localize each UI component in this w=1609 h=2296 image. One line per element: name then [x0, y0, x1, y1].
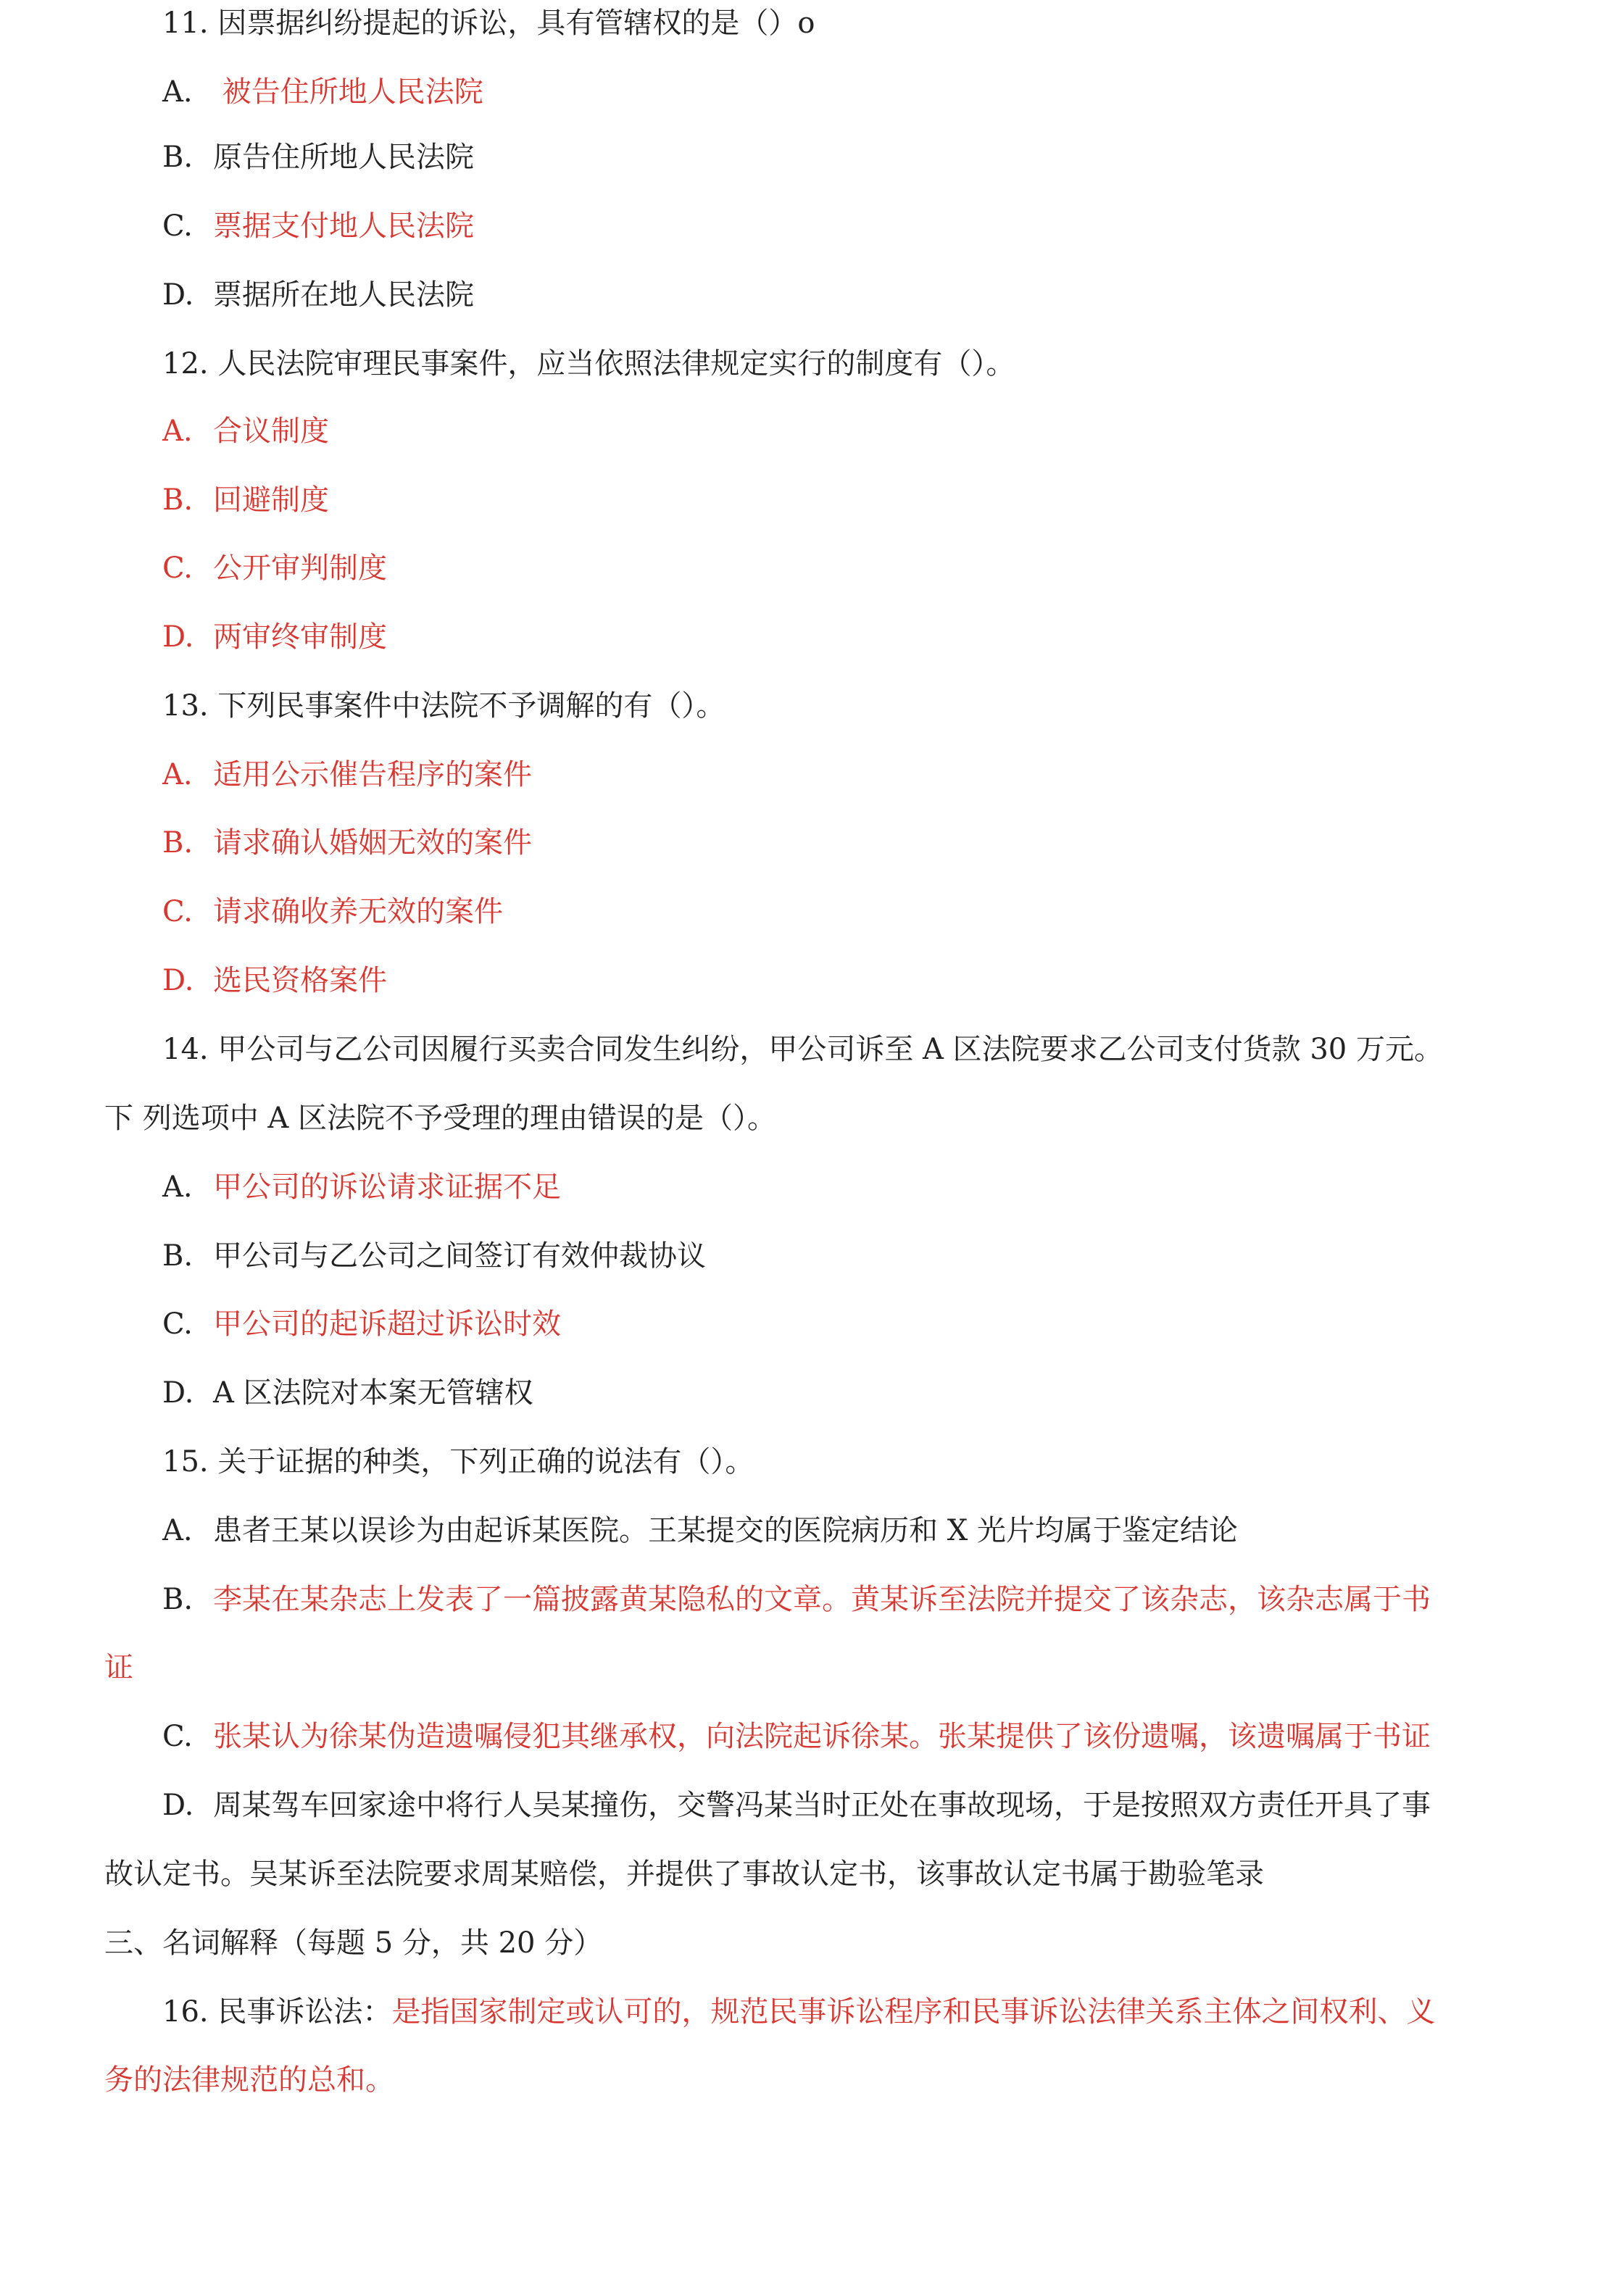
q13-option-a-text: 适用公示催告程序的案件	[213, 758, 532, 791]
q14-option-c-text: 甲公司的起诉超过诉讼时效	[213, 1307, 561, 1341]
q11-option-a-text: 被告住所地人民法院	[213, 75, 483, 109]
q14-option-b-text: 甲公司与乙公司之间签订有效仲裁协议	[213, 1239, 706, 1273]
q16-line1	[162, 1995, 1435, 2029]
q13-option-d-text: 选民资格案件	[213, 964, 387, 997]
q11-question: 11. 因票据纠纷提起的诉讼，具有管辖权的是（）o	[162, 7, 815, 40]
q13-option-a-letter: A.	[162, 758, 193, 791]
q14-option-c-letter: C.	[162, 1307, 193, 1341]
q13-option-a	[162, 757, 532, 792]
q11-option-d-letter: D.	[162, 278, 194, 312]
q15-question: 15. 关于证据的种类，下列正确的说法有（）。	[162, 1445, 754, 1478]
q11-option-a-letter: A.	[162, 75, 193, 109]
q11-option-c	[162, 209, 474, 244]
section-3-heading: 三、名词解释（每题 5 分，共 20 分）	[104, 1926, 603, 1960]
q12-option-d-text: 两审终审制度	[213, 620, 387, 654]
q15-option-b	[162, 1582, 1431, 1617]
q15-option-b-continuation: 证	[104, 1651, 133, 1684]
q15-option-c-letter: C.	[162, 1720, 193, 1753]
q13-option-c	[162, 894, 503, 929]
q12-option-a-letter: A.	[162, 415, 193, 448]
q12-option-c-letter: C.	[162, 552, 193, 585]
q15-option-b-text: 李某在某杂志上发表了一篇披露黄某隐私的文章。黄某诉至法院并提交了该杂志，该杂志属于书	[213, 1583, 1431, 1616]
q15-option-d-continuation: 故认定书。吴某诉至法院要求周某赔偿，并提供了事故认定书，该事故认定书属于勘验笔录	[104, 1858, 1264, 1891]
q15-option-d	[162, 1788, 1431, 1823]
q14-question-line2: 下 列选项中 A 区法院不予受理的理由错误的是（）。	[104, 1102, 777, 1135]
q16-term: 16. 民事诉讼法：	[162, 1995, 392, 2029]
q14-option-d-letter: D.	[162, 1376, 194, 1410]
q15-option-b-letter: B.	[162, 1583, 194, 1616]
q13-option-c-letter: C.	[162, 895, 193, 928]
q12-option-b-letter: B.	[162, 483, 194, 517]
q14-option-b	[162, 1239, 706, 1273]
q12-option-c-text: 公开审判制度	[213, 552, 387, 585]
q12-option-c	[162, 551, 387, 586]
q13-option-b-text: 请求确认婚姻无效的案件	[213, 826, 532, 860]
q13-option-d	[162, 963, 387, 998]
q12-option-b	[162, 483, 329, 517]
q12-question: 12. 人民法院审理民事案件，应当依照法律规定实行的制度有（）。	[162, 347, 1015, 380]
q15-option-a-letter: A.	[162, 1514, 193, 1547]
q15-option-c-text: 张某认为徐某伪造遗嘱侵犯其继承权，向法院起诉徐某。张某提供了该份遗嘱，该遗嘱属于书证	[213, 1720, 1431, 1753]
q12-option-a-text: 合议制度	[213, 415, 329, 448]
q13-question: 13. 下列民事案件中法院不予调解的有（）。	[162, 689, 725, 723]
q16-definition: 是指国家制定或认可的，规范民事诉讼程序和民事诉讼法律关系主体之间权利、义	[391, 1995, 1436, 2029]
q15-option-a-text: 患者王某以误诊为由起诉某医院。王某提交的医院病历和 X 光片均属于鉴定结论	[213, 1514, 1238, 1547]
q11-option-d	[162, 278, 474, 312]
q15-option-d-letter: D.	[162, 1789, 194, 1822]
q14-question-line1: 14. 甲公司与乙公司因履行买卖合同发生纠纷，甲公司诉至 A 区法院要求乙公司支付货款 30 万元。	[162, 1033, 1443, 1066]
q12-option-d-letter: D.	[162, 620, 194, 654]
q11-option-c-letter: C.	[162, 209, 193, 243]
q13-option-b	[162, 825, 532, 860]
q14-option-a	[162, 1170, 561, 1205]
q14-option-a-letter: A.	[162, 1170, 193, 1204]
q16-definition-continuation: 务的法律规范的总和。	[104, 2063, 394, 2097]
q13-option-d-letter: D.	[162, 964, 194, 997]
q13-option-b-letter: B.	[162, 826, 194, 860]
q11-option-d-text: 票据所在地人民法院	[213, 278, 474, 312]
q11-option-b-text: 原告住所地人民法院	[213, 141, 474, 174]
q14-option-b-letter: B.	[162, 1239, 194, 1273]
q13-option-c-text: 请求确收养无效的案件	[213, 895, 503, 928]
q15-option-c	[162, 1719, 1431, 1754]
q15-option-a	[162, 1513, 1238, 1548]
q11-option-a	[162, 75, 483, 109]
q12-option-d	[162, 620, 387, 654]
q11-option-b-letter: B.	[162, 141, 194, 174]
q11-option-c-text: 票据支付地人民法院	[213, 209, 474, 243]
q12-option-b-text: 回避制度	[213, 483, 329, 517]
q12-option-a	[162, 414, 329, 449]
q14-option-a-text: 甲公司的诉讼请求证据不足	[213, 1170, 561, 1204]
q15-option-d-text: 周某驾车回家途中将行人吴某撞伤，交警冯某当时正处在事故现场，于是按照双方责任开具了事	[213, 1789, 1431, 1822]
q14-option-d-text: A 区法院对本案无管辖权	[213, 1376, 533, 1410]
q14-option-c	[162, 1307, 561, 1342]
q14-option-d	[162, 1376, 533, 1410]
q11-option-b	[162, 140, 474, 175]
